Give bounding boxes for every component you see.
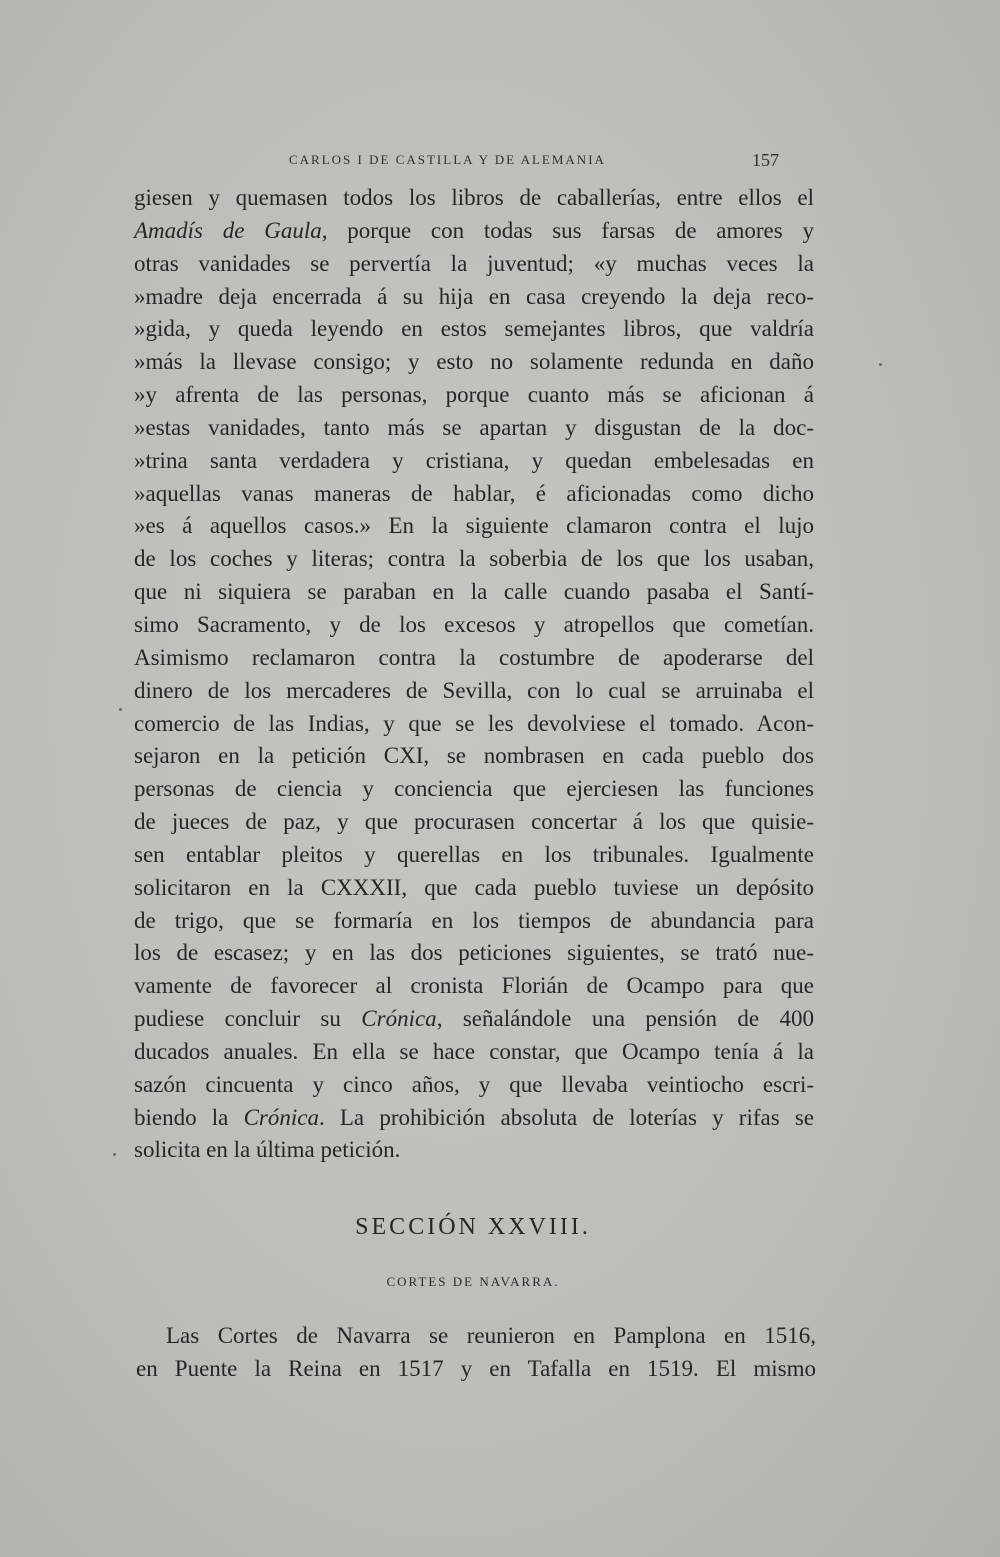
text-line: »trina santa verdadera y cristiana, y quedan embelesadas en [134,447,814,473]
text-line: dinero de los mercaderes de Sevilla, con lo cual se arruinaba el [134,677,814,703]
section-paragraph [136,1320,816,1386]
text-line: vamente de favorecer al cronista Florián de Ocampo para que [134,973,814,999]
paper-speck [119,708,122,711]
text-line [134,215,814,248]
text-line: »es á aquellos casos.» En la siguiente clamaron contra el lujo [134,513,814,539]
running-title: CARLOS I DE CASTILLA Y DE ALEMANIA [289,152,606,167]
paper-speck [113,1153,116,1156]
text-line: Asimismo reclamaron contra la costumbre de apoderarse del [134,644,814,670]
paper-speck [879,363,882,366]
text-line: que ni siquiera se paraban en la calle cuando pasaba el Santí- [134,579,814,605]
text-line: en Puente la Reina en 1517 y en Tafalla en 1519. El mismo [136,1355,816,1381]
text-line: giesen y quemasen todos los libros de caballerías, entre ellos el [134,185,814,210]
book-title-cronica: Crónica [361,1006,437,1032]
text-line: sejaron en la petición CXI, se nombrasen en cada pueblo dos [134,743,814,769]
book-title-cronica: Crónica [243,1104,319,1130]
text-line: ducados anuales. En ella se hace constar, que Ocampo tenía á la [134,1038,814,1064]
text-line: otras vanidades se pervertía la juventud; «y muchas veces la [134,250,814,276]
text-line-start: pudiese concluir su [134,1006,362,1032]
text-line: personas de ciencia y conciencia que ejerciesen las funciones [134,776,814,802]
text-line [134,1003,814,1036]
section-heading: SECCIÓN XXVIII. [355,1214,591,1240]
text-line: de trigo, que se formaría en los tiempos de abundancia para [134,907,814,933]
text-line: de los coches y literas; contra la soberbia de los que los usaban, [134,546,814,572]
text-line: los de escasez; y en las dos peticiones siguientes, se trató nue- [134,940,814,966]
book-title-amadis: Amadís de Gaula [134,217,322,243]
text-line: Las Cortes de Navarra se reunieron en Pamplona en 1516, [166,1323,816,1348]
text-line: »más la llevase consigo; y esto no solamente redunda en daño [134,349,814,375]
text-line: sazón cincuenta y cinco años, y que llevaba veintiocho escri- [134,1071,814,1097]
text-line [134,1102,814,1135]
text-line-rest: , porque con todas sus farsas de amores y [321,217,814,243]
text-line-rest: , señalándole una pensión de 400 [436,1006,814,1032]
text-line: solicita en la última petición. [134,1137,401,1163]
text-line: »madre deja encerrada á su hija en casa creyendo la deja reco- [134,283,814,309]
text-line: »y afrenta de las personas, porque cuanto más se aficionan á [134,382,814,408]
text-line: »estas vanidades, tanto más se apartan y disgustan de la doc- [134,414,814,440]
text-line: solicitaron en la CXXXII, que cada pueblo tuviese un depósito [134,874,814,900]
text-line: simo Sacramento, y de los excesos y atropellos que cometían. [134,611,814,637]
text-line: »gida, y queda leyendo en estos semejantes libros, que valdría [134,316,814,342]
page-number: 157 [752,150,779,170]
section-subheading: CORTES DE NAVARRA. [386,1274,560,1289]
text-line-rest: . La prohibición absoluta de loterías y rifas se [318,1104,814,1130]
running-head [0,152,1000,176]
text-line: de jueces de paz, y que procurasen concertar á los que quisie- [134,809,814,835]
body-paragraph [134,182,814,1167]
text-line: sen entablar pleitos y querellas en los tribunales. Igualmente [134,841,814,867]
text-line: comercio de las Indias, y que se les devolviese el tomado. Acon- [134,710,814,736]
text-line: »aquellas vanas maneras de hablar, é aficionadas como dicho [134,480,814,506]
text-line-start: biendo la [134,1104,244,1130]
